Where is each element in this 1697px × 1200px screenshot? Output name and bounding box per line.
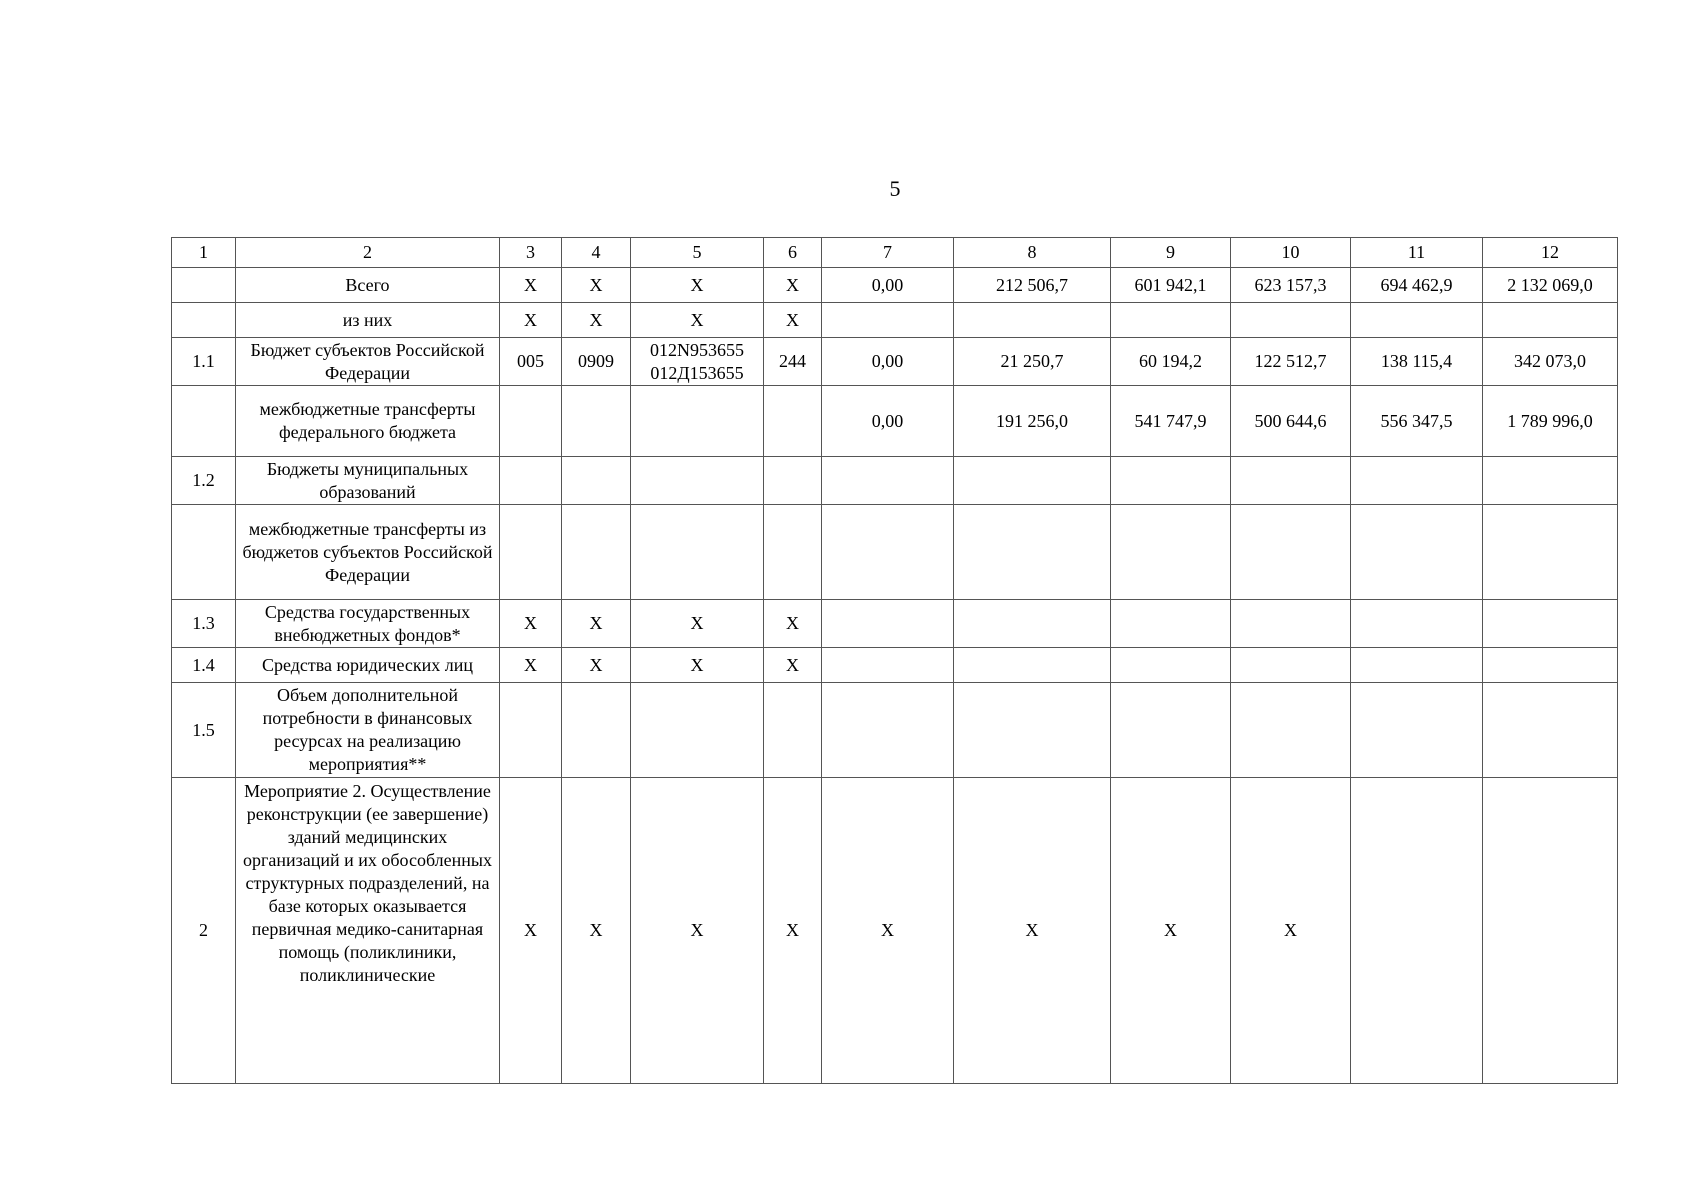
cell-col11: 138 115,4: [1351, 338, 1483, 386]
row-name: Бюджет субъектов Российской Федерации: [236, 338, 500, 386]
row-name: из них: [236, 303, 500, 338]
table-row: [172, 683, 1618, 778]
cell-col8: [954, 457, 1111, 505]
cell-col5: [631, 386, 764, 457]
cell-col6: 244: [764, 338, 822, 386]
header-cell: 4: [562, 238, 631, 268]
table-row: [172, 338, 1618, 386]
table-row: [172, 600, 1618, 648]
cell-col8: [954, 505, 1111, 600]
cell-col9: [1111, 648, 1231, 683]
cell-col4: 0909: [562, 338, 631, 386]
row-number: 1.2: [172, 457, 236, 505]
cell-col10: [1231, 457, 1351, 505]
cell-col5: [631, 683, 764, 778]
cell-col12: 342 073,0: [1483, 338, 1618, 386]
code-line: X: [690, 920, 704, 940]
cell-col4: [562, 505, 631, 600]
cell-col12: [1483, 683, 1618, 778]
table-row: [172, 303, 1618, 338]
cell-col9: 541 747,9: [1111, 386, 1231, 457]
header-cell: 12: [1483, 238, 1618, 268]
cell-col3: 005: [500, 338, 562, 386]
cell-col7: [822, 600, 954, 648]
cell-col4: X: [562, 303, 631, 338]
cell-col9: [1111, 505, 1231, 600]
row-number: 1.4: [172, 648, 236, 683]
row-name: Мероприятие 2. Осуществление реконструкции (ее завершение) зданий медицинских организаций и их обособленных структурных подразделений, на базе которых оказывается первичная медико-санитарная помощь (поликлиники, поликлинические: [236, 778, 500, 1084]
code-line: X: [690, 309, 704, 330]
cell-col9: 60 194,2: [1111, 338, 1231, 386]
page-number: 5: [889, 176, 901, 201]
row-name: Бюджеты муниципальных образований: [236, 457, 500, 505]
cell-col11: [1351, 457, 1483, 505]
cell-col11: [1351, 600, 1483, 648]
cell-col12: [1483, 648, 1618, 683]
row-number: [172, 303, 236, 338]
cell-col8: [954, 648, 1111, 683]
header-row: [172, 238, 1618, 268]
cell-col7: [822, 648, 954, 683]
cell-col3: [500, 386, 562, 457]
header-cell: 8: [954, 238, 1111, 268]
cell-col3: [500, 457, 562, 505]
cell-col3: X: [500, 778, 562, 1084]
cell-col3: [500, 505, 562, 600]
cell-col7: [822, 457, 954, 505]
cell-col11: [1351, 505, 1483, 600]
header-cell: 6: [764, 238, 822, 268]
cell-col12: 2 132 069,0: [1483, 268, 1618, 303]
cell-col12: [1483, 303, 1618, 338]
header-cell: 9: [1111, 238, 1231, 268]
cell-col4: X: [562, 600, 631, 648]
cell-col8: 21 250,7: [954, 338, 1111, 386]
cell-col11: [1351, 648, 1483, 683]
cell-col7: 0,00: [822, 386, 954, 457]
cell-col5: [631, 505, 764, 600]
cell-col7: [822, 505, 954, 600]
cell-col10: 122 512,7: [1231, 338, 1351, 386]
cell-col11: 694 462,9: [1351, 268, 1483, 303]
row-name: межбюджетные трансферты федерального бюджета: [236, 386, 500, 457]
cell-col6: X: [764, 600, 822, 648]
cell-col7: [822, 303, 954, 338]
cell-col8: 212 506,7: [954, 268, 1111, 303]
header-cell: 10: [1231, 238, 1351, 268]
header-cell: 2: [236, 238, 500, 268]
cell-col5: [631, 778, 764, 1084]
table-row: [172, 386, 1618, 457]
cell-col6: [764, 457, 822, 505]
cell-col12: [1483, 778, 1618, 1084]
cell-col8: [954, 303, 1111, 338]
cell-col3: X: [500, 648, 562, 683]
code-line: X: [690, 613, 704, 633]
cell-col10: [1231, 600, 1351, 648]
cell-col12: [1483, 457, 1618, 505]
code-line: X: [690, 274, 704, 295]
cell-col8: [954, 683, 1111, 778]
cell-col7: 0,00: [822, 338, 954, 386]
cell-col3: [500, 683, 562, 778]
cell-col10: X: [1231, 778, 1351, 1084]
cell-col10: [1231, 648, 1351, 683]
cell-col6: X: [764, 778, 822, 1084]
table-row: [172, 505, 1618, 600]
header-cell: 11: [1351, 238, 1483, 268]
cell-col4: [562, 683, 631, 778]
header-cell: 3: [500, 238, 562, 268]
cell-col10: 500 644,6: [1231, 386, 1351, 457]
cell-col6: X: [764, 303, 822, 338]
code-line: 012N953655: [650, 339, 744, 360]
cell-col11: [1351, 778, 1483, 1084]
cell-col9: [1111, 303, 1231, 338]
cell-col7: [822, 683, 954, 778]
cell-col8: X: [954, 778, 1111, 1084]
cell-col5: [631, 457, 764, 505]
cell-col5: [631, 600, 764, 648]
cell-col3: X: [500, 268, 562, 303]
row-number: 1.1: [172, 338, 236, 386]
table-row: [172, 648, 1618, 683]
row-name: Средства юридических лиц: [236, 648, 500, 683]
cell-col7: X: [822, 778, 954, 1084]
cell-col6: X: [764, 268, 822, 303]
cell-col12: 1 789 996,0: [1483, 386, 1618, 457]
row-number: 2: [172, 778, 236, 1084]
cell-col11: [1351, 683, 1483, 778]
cell-col11: 556 347,5: [1351, 386, 1483, 457]
budget-table: [171, 237, 1618, 1084]
table-row: [172, 778, 1618, 1084]
cell-col4: X: [562, 778, 631, 1084]
cell-col9: [1111, 600, 1231, 648]
cell-col4: [562, 386, 631, 457]
cell-col5: [631, 268, 764, 303]
cell-col6: X: [764, 648, 822, 683]
cell-col10: 623 157,3: [1231, 268, 1351, 303]
cell-col10: [1231, 505, 1351, 600]
cell-col4: X: [562, 648, 631, 683]
cell-col9: [1111, 683, 1231, 778]
row-number: [172, 268, 236, 303]
row-number: 1.5: [172, 683, 236, 778]
cell-col6: [764, 683, 822, 778]
cell-col3: X: [500, 600, 562, 648]
cell-col8: [954, 600, 1111, 648]
cell-col3: X: [500, 303, 562, 338]
header-cell: 1: [172, 238, 236, 268]
cell-col4: [562, 457, 631, 505]
cell-col9: 601 942,1: [1111, 268, 1231, 303]
code-line: X: [690, 654, 704, 675]
table-row: [172, 457, 1618, 505]
cell-col11: [1351, 303, 1483, 338]
row-name: Объем дополнительной потребности в финансовых ресурсах на реализацию мероприятия**: [236, 683, 500, 778]
row-number: 1.3: [172, 600, 236, 648]
row-name: Средства государственных внебюджетных фондов*: [236, 600, 500, 648]
cell-col12: [1483, 600, 1618, 648]
cell-col10: [1231, 303, 1351, 338]
cell-col5: [631, 338, 764, 386]
row-name: Всего: [236, 268, 500, 303]
row-name: межбюджетные трансферты из бюджетов субъектов Российской Федерации: [236, 505, 500, 600]
cell-col8: 191 256,0: [954, 386, 1111, 457]
cell-col6: [764, 505, 822, 600]
cell-col5: [631, 303, 764, 338]
header-cell: 5: [631, 238, 764, 268]
code-line: 012Д153655: [650, 362, 744, 383]
cell-col7: 0,00: [822, 268, 954, 303]
table-row: [172, 268, 1618, 303]
row-number: [172, 386, 236, 457]
cell-col10: [1231, 683, 1351, 778]
cell-col6: [764, 386, 822, 457]
cell-col5: [631, 648, 764, 683]
row-number: [172, 505, 236, 600]
cell-col9: X: [1111, 778, 1231, 1084]
cell-col12: [1483, 505, 1618, 600]
header-cell: 7: [822, 238, 954, 268]
cell-col4: X: [562, 268, 631, 303]
cell-col9: [1111, 457, 1231, 505]
